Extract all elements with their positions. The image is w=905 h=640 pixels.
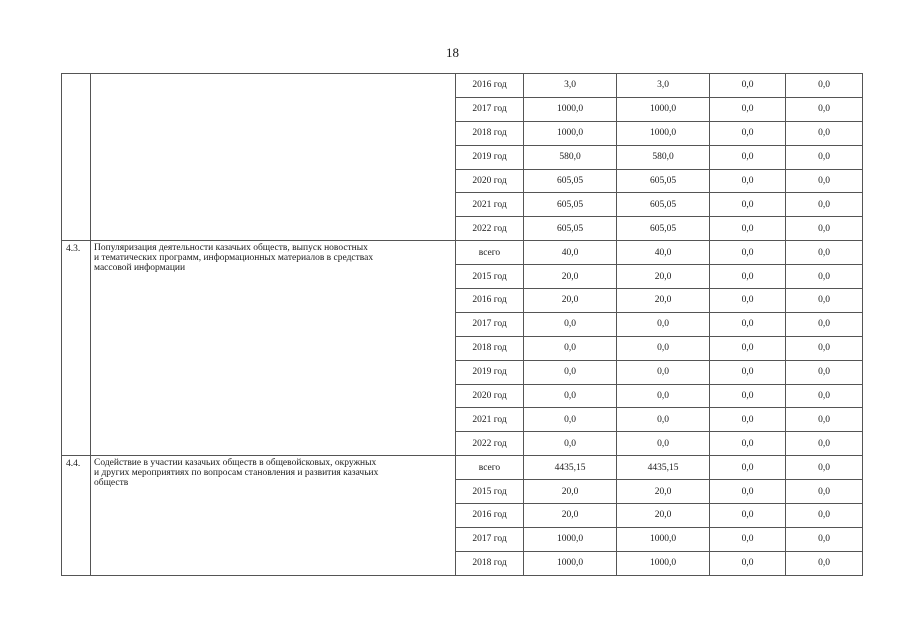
period-cell: 2015 год xyxy=(456,480,524,504)
federal-budget-cell: 0,0 xyxy=(710,217,786,241)
other-sources-cell: 0,0 xyxy=(786,504,863,528)
regional-budget-cell: 1000,0 xyxy=(617,97,710,121)
description-line: и других мероприятиях по вопросам становления и развития казачьих xyxy=(94,468,379,479)
other-sources-cell: 0,0 xyxy=(786,527,863,551)
period-cell: всего xyxy=(456,456,524,480)
total-amount-cell: 0,0 xyxy=(524,408,617,432)
federal-budget-cell: 0,0 xyxy=(710,312,786,336)
total-amount-cell: 20,0 xyxy=(524,289,617,313)
federal-budget-cell: 0,0 xyxy=(710,432,786,456)
description-line: обществ xyxy=(94,478,129,489)
item-description xyxy=(91,456,456,575)
other-sources-cell: 0,0 xyxy=(786,384,863,408)
regional-budget-cell: 20,0 xyxy=(617,504,710,528)
regional-budget-cell: 20,0 xyxy=(617,289,710,313)
federal-budget-cell: 0,0 xyxy=(710,241,786,265)
total-amount-cell: 0,0 xyxy=(524,360,617,384)
item-description xyxy=(91,241,456,456)
federal-budget-cell: 0,0 xyxy=(710,360,786,384)
period-cell: 2020 год xyxy=(456,169,524,193)
description-line: Содействие в участии казачьих обществ в общевойсковых, окружных xyxy=(94,458,377,469)
period-cell: всего xyxy=(456,241,524,265)
total-amount-cell: 1000,0 xyxy=(524,551,617,575)
federal-budget-cell: 0,0 xyxy=(710,145,786,169)
description-line: Популяризация деятельности казачьих обществ, выпуск новостных xyxy=(94,243,368,254)
regional-budget-cell: 605,05 xyxy=(617,217,710,241)
other-sources-cell: 0,0 xyxy=(786,121,863,145)
federal-budget-cell: 0,0 xyxy=(710,527,786,551)
item-number xyxy=(62,74,91,241)
federal-budget-cell: 0,0 xyxy=(710,480,786,504)
other-sources-cell: 0,0 xyxy=(786,217,863,241)
description-line: и тематических программ, информационных материалов в средствах xyxy=(94,253,374,264)
other-sources-cell: 0,0 xyxy=(786,408,863,432)
other-sources-cell: 0,0 xyxy=(786,480,863,504)
federal-budget-cell: 0,0 xyxy=(710,121,786,145)
federal-budget-cell: 0,0 xyxy=(710,193,786,217)
regional-budget-cell: 0,0 xyxy=(617,432,710,456)
federal-budget-cell: 0,0 xyxy=(710,336,786,360)
total-amount-cell: 0,0 xyxy=(524,312,617,336)
total-amount-cell: 4435,15 xyxy=(524,456,617,480)
table-body xyxy=(62,74,863,576)
other-sources-cell: 0,0 xyxy=(786,551,863,575)
federal-budget-cell: 0,0 xyxy=(710,289,786,313)
item-number: 4.3. xyxy=(62,241,91,456)
total-amount-cell: 20,0 xyxy=(524,265,617,289)
table-row xyxy=(62,241,863,265)
period-cell: 2020 год xyxy=(456,384,524,408)
federal-budget-cell: 0,0 xyxy=(710,504,786,528)
other-sources-cell: 0,0 xyxy=(786,265,863,289)
period-cell: 2018 год xyxy=(456,336,524,360)
funding-table xyxy=(61,73,863,576)
federal-budget-cell: 0,0 xyxy=(710,97,786,121)
federal-budget-cell: 0,0 xyxy=(710,384,786,408)
total-amount-cell: 3,0 xyxy=(524,74,617,98)
regional-budget-cell: 605,05 xyxy=(617,169,710,193)
total-amount-cell: 20,0 xyxy=(524,504,617,528)
total-amount-cell: 580,0 xyxy=(524,145,617,169)
total-amount-cell: 40,0 xyxy=(524,241,617,265)
regional-budget-cell: 580,0 xyxy=(617,145,710,169)
period-cell: 2018 год xyxy=(456,551,524,575)
total-amount-cell: 605,05 xyxy=(524,217,617,241)
item-number: 4.4. xyxy=(62,456,91,575)
other-sources-cell: 0,0 xyxy=(786,169,863,193)
item-description xyxy=(91,74,456,241)
table-row xyxy=(62,74,863,98)
regional-budget-cell: 0,0 xyxy=(617,336,710,360)
total-amount-cell: 20,0 xyxy=(524,480,617,504)
period-cell: 2017 год xyxy=(456,527,524,551)
federal-budget-cell: 0,0 xyxy=(710,408,786,432)
regional-budget-cell: 0,0 xyxy=(617,408,710,432)
total-amount-cell: 1000,0 xyxy=(524,97,617,121)
regional-budget-cell: 20,0 xyxy=(617,265,710,289)
description-line: массовой информации xyxy=(94,263,186,274)
period-cell: 2021 год xyxy=(456,193,524,217)
period-cell: 2016 год xyxy=(456,289,524,313)
regional-budget-cell: 4435,15 xyxy=(617,456,710,480)
regional-budget-cell: 40,0 xyxy=(617,241,710,265)
other-sources-cell: 0,0 xyxy=(786,145,863,169)
table-row xyxy=(62,456,863,480)
other-sources-cell: 0,0 xyxy=(786,289,863,313)
period-cell: 2016 год xyxy=(456,74,524,98)
total-amount-cell: 0,0 xyxy=(524,432,617,456)
total-amount-cell: 1000,0 xyxy=(524,121,617,145)
total-amount-cell: 605,05 xyxy=(524,169,617,193)
page-number: 18 xyxy=(446,45,459,60)
other-sources-cell: 0,0 xyxy=(786,74,863,98)
period-cell: 2022 год xyxy=(456,432,524,456)
other-sources-cell: 0,0 xyxy=(786,241,863,265)
period-cell: 2019 год xyxy=(456,360,524,384)
regional-budget-cell: 3,0 xyxy=(617,74,710,98)
period-cell: 2022 год xyxy=(456,217,524,241)
other-sources-cell: 0,0 xyxy=(786,336,863,360)
period-cell: 2017 год xyxy=(456,312,524,336)
regional-budget-cell: 605,05 xyxy=(617,193,710,217)
total-amount-cell: 1000,0 xyxy=(524,527,617,551)
federal-budget-cell: 0,0 xyxy=(710,169,786,193)
other-sources-cell: 0,0 xyxy=(786,456,863,480)
period-cell: 2018 год xyxy=(456,121,524,145)
total-amount-cell: 605,05 xyxy=(524,193,617,217)
total-amount-cell: 0,0 xyxy=(524,336,617,360)
regional-budget-cell: 1000,0 xyxy=(617,121,710,145)
regional-budget-cell: 0,0 xyxy=(617,360,710,384)
federal-budget-cell: 0,0 xyxy=(710,265,786,289)
regional-budget-cell: 1000,0 xyxy=(617,551,710,575)
period-cell: 2016 год xyxy=(456,504,524,528)
regional-budget-cell: 0,0 xyxy=(617,312,710,336)
federal-budget-cell: 0,0 xyxy=(710,74,786,98)
other-sources-cell: 0,0 xyxy=(786,360,863,384)
regional-budget-cell: 0,0 xyxy=(617,384,710,408)
other-sources-cell: 0,0 xyxy=(786,193,863,217)
other-sources-cell: 0,0 xyxy=(786,432,863,456)
total-amount-cell: 0,0 xyxy=(524,384,617,408)
period-cell: 2015 год xyxy=(456,265,524,289)
other-sources-cell: 0,0 xyxy=(786,97,863,121)
regional-budget-cell: 1000,0 xyxy=(617,527,710,551)
federal-budget-cell: 0,0 xyxy=(710,551,786,575)
period-cell: 2021 год xyxy=(456,408,524,432)
period-cell: 2019 год xyxy=(456,145,524,169)
other-sources-cell: 0,0 xyxy=(786,312,863,336)
period-cell: 2017 год xyxy=(456,97,524,121)
federal-budget-cell: 0,0 xyxy=(710,456,786,480)
regional-budget-cell: 20,0 xyxy=(617,480,710,504)
